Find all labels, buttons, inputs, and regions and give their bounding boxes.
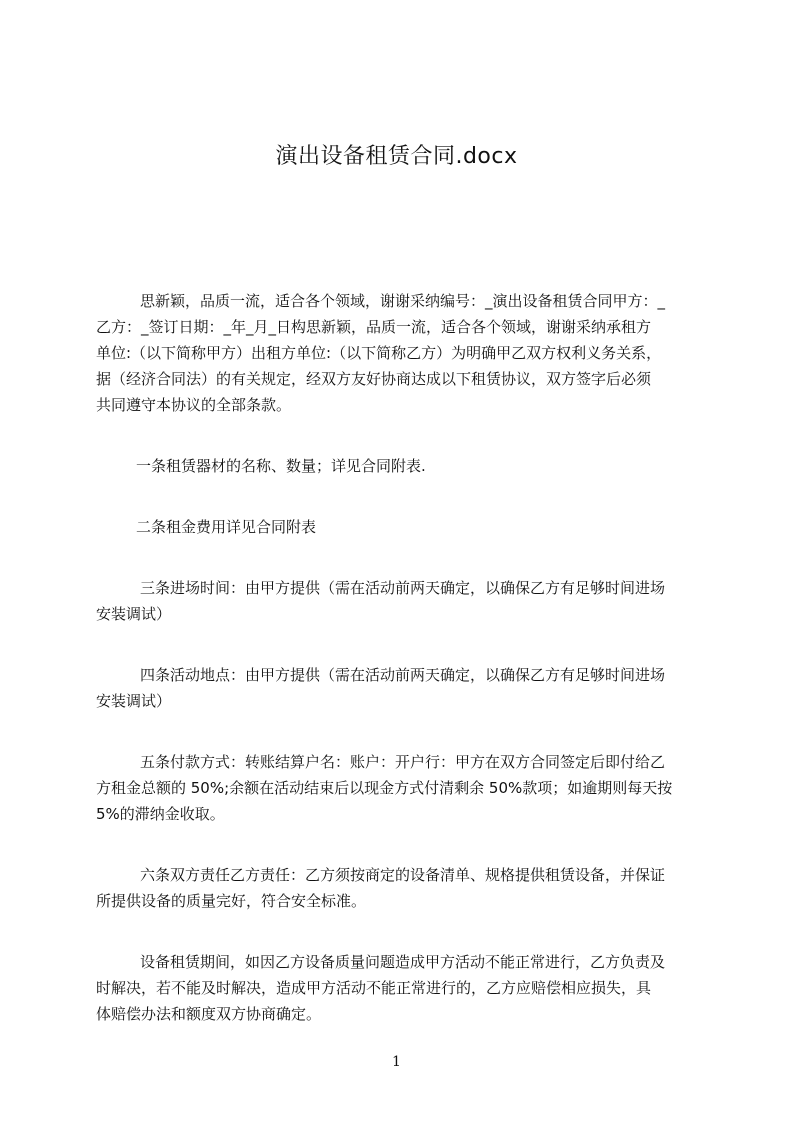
paragraph: [96, 453, 700, 479]
paragraph-line: 四条活动地点：由甲方提供（需在活动前两天确定，以确保乙方有足够时间进场: [140, 666, 666, 684]
paragraph-gap: [96, 627, 700, 662]
paragraph-line: 乙方：_签订日期：_年_月_日构思新颖，品质一流，适合各个领域，谢谢采纳承租方: [96, 318, 652, 336]
document-body: [96, 288, 700, 1027]
paragraph-line: 时解决，若不能及时解决，造成甲方活动不能正常进行的，乙方应赔偿相应损失，具: [96, 979, 652, 997]
paragraph-gap: [96, 418, 700, 453]
paragraph-line: 共同遵守本协议的全部条款。: [96, 396, 292, 414]
paragraph-line: 五条付款方式：转账结算户名：账户：开户行：甲方在双方合同签定后即付给乙: [140, 753, 666, 771]
paragraph: [96, 288, 700, 418]
paragraph-line: 方租金总额的 50%;余额在活动结束后以现金方式付清剩余 50%款项；如逾期则每天按: [96, 779, 673, 797]
paragraph: [96, 949, 700, 1027]
paragraph-line: 体赔偿办法和额度双方协商确定。: [96, 1005, 322, 1023]
paragraph-line: 三条进场时间：由甲方提供（需在活动前两天确定，以确保乙方有足够时间进场: [140, 579, 666, 597]
paragraph-line: 安装调试）: [96, 605, 172, 623]
paragraph-line: 安装调试）: [96, 692, 172, 710]
paragraph-gap: [96, 827, 700, 862]
paragraph-line: 二条租金费用详见合同附表: [136, 518, 317, 536]
paragraph-gap: [96, 914, 700, 949]
page-number: 1: [392, 1054, 401, 1070]
paragraph-line: 5%的滞纳金收取。: [96, 805, 225, 823]
paragraph: [96, 514, 700, 540]
paragraph-line: 据（经济合同法）的有关规定，经双方友好协商达成以下租赁协议，双方签字后必须: [96, 370, 652, 388]
paragraph-line: 六条双方责任乙方责任：乙方须按商定的设备清单、规格提供租赁设备，并保证: [140, 866, 666, 884]
paragraph-gap: [96, 540, 700, 575]
document-title: 演出设备租赁合同.docx: [275, 144, 518, 169]
paragraph: [96, 575, 700, 627]
paragraph-gap: [96, 479, 700, 514]
paragraph-gap: [96, 714, 700, 749]
paragraph-line: 一条租赁器材的名称、数量；详见合同附表.: [136, 457, 426, 475]
paragraph-line: 思新颖，品质一流，适合各个领域，谢谢采纳编号：_演出设备租赁合同甲方：_: [140, 292, 666, 310]
paragraph-line: 单位:（以下简称甲方）出租方单位:（以下简称乙方）为明确甲乙双方权利义务关系，: [96, 344, 662, 362]
paragraph: [96, 862, 700, 914]
paragraph-line: 设备租赁期间，如因乙方设备质量问题造成甲方活动不能正常进行，乙方负责及: [140, 953, 666, 971]
paragraph: [96, 749, 700, 827]
paragraph-line: 所提供设备的质量完好，符合安全标准。: [96, 892, 367, 910]
paragraph: [96, 662, 700, 714]
